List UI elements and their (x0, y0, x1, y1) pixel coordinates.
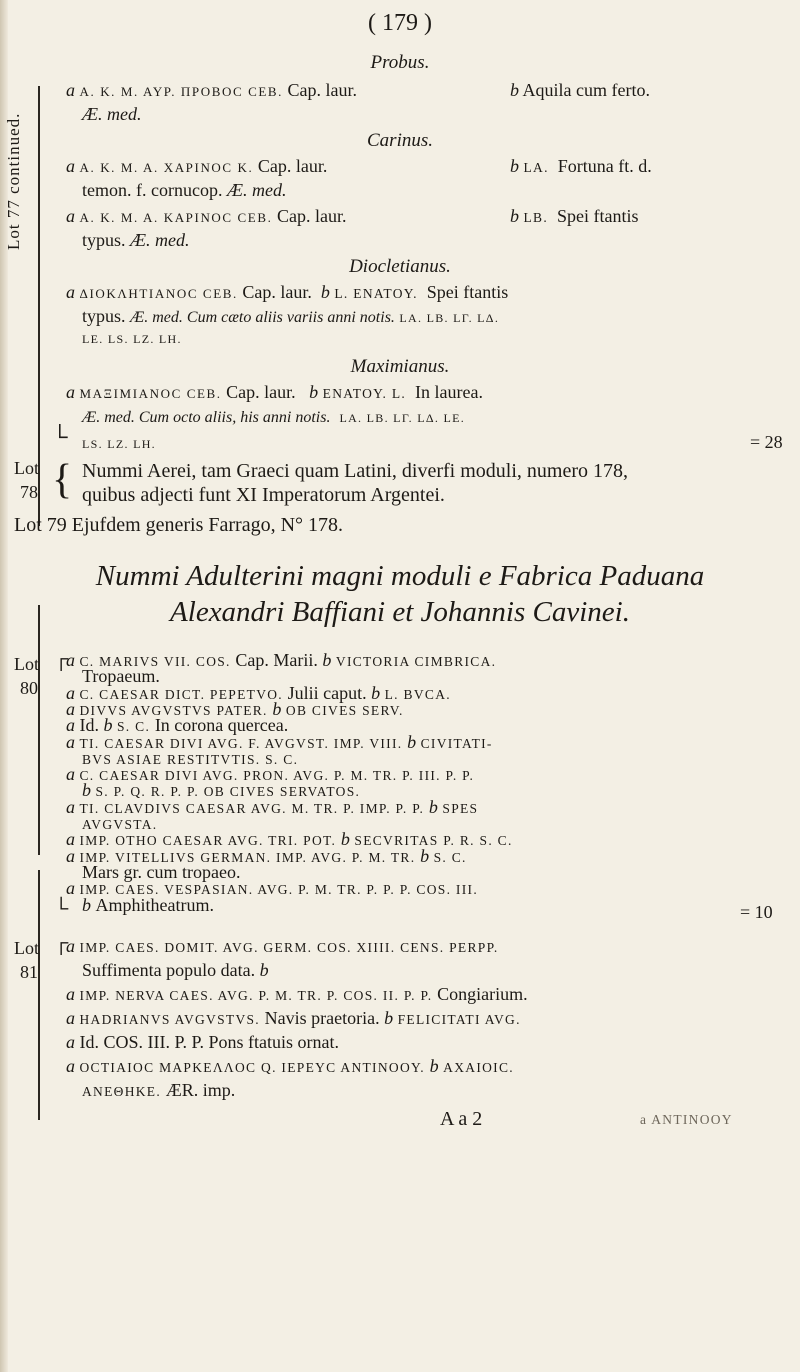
entry-carinus-2: temon. f. cornucop. Æ. med. (82, 180, 287, 200)
obverse-marker: a (66, 698, 80, 719)
reverse-description: Amphitheatrum. (95, 894, 214, 915)
legend-text: C. CAESAR DIVI AVG. PRON. AVG. P. M. TR. P. III. P. P. (79, 768, 475, 784)
lot-78-label: Lot (14, 458, 39, 478)
legend-text: TI. CAESAR DIVI AVG. F. AVGVST. IMP. VIII. (79, 735, 408, 751)
obverse-marker: a (66, 796, 80, 817)
reverse-marker: b (82, 780, 96, 801)
obverse-marker: a (66, 764, 80, 785)
reverse-legend: S. C. (117, 719, 155, 735)
obverse-marker: a (66, 1056, 80, 1076)
lot-78-line-1: Nummi Aerei, tam Graeci quam Latini, diverfi moduli, numero 178, (82, 460, 628, 482)
legend-text: IMP. CAES. DOMIT. AVG. GERM. COS. XIIII. CENS. PERPP. (79, 940, 499, 955)
legend-text: TI. CLAVDIVS CAESAR AVG. M. TR. P. IMP. P. P. (79, 800, 429, 816)
margin-rule (38, 870, 40, 1120)
legend-text: IMP. OTHO CAESAR AVG. TRI. POT. (79, 833, 341, 849)
lot-81-entry (82, 1080, 800, 1101)
reverse-legend: AXAIOIC. (443, 1060, 514, 1075)
lot-78-number: 78 (20, 482, 38, 502)
entry-probus-1: a A. K. M. AYP. ПPOBOC CEB. Cap. laur. b Aquila cum ferto. (66, 80, 650, 100)
obverse-marker: a (66, 936, 80, 956)
catchword: a ANTINOOY (640, 1112, 733, 1127)
lot-80-brace-top: ┌ (54, 648, 69, 670)
legend-text: C. CAESAR DICT. PEPETVO. (79, 686, 288, 702)
obverse-marker: a (66, 829, 80, 850)
obverse-marker: a (66, 731, 80, 752)
lot-total: = 28 (750, 432, 783, 452)
description-text: Tropaeum. (82, 666, 160, 687)
reverse-legend: SPES (442, 800, 479, 816)
description-text: Id. (79, 715, 104, 736)
entry-maximianus-1: a MAΞIMIANOC CEB. Cap. laur. b ENATOY. L. In laurea. (66, 382, 484, 402)
obverse-marker: a (66, 650, 80, 670)
lot-81-number: 81 (20, 962, 38, 982)
legend-text: BVS ASIAE RESTITVTIS. S. C. (82, 751, 299, 767)
lot-80-brace-bottom: └ (54, 898, 69, 920)
margin-rule (38, 605, 40, 855)
margin-note: Lot 77 continued. (4, 112, 23, 250)
lot-81-entry (66, 984, 786, 1005)
reverse-description: In corona quercea. (154, 715, 289, 736)
emperor-heading-carinus: Carinus. (367, 130, 433, 151)
legend-text: HADRIANVS AVGVSTVS. (79, 1012, 265, 1027)
lot-81-entry (66, 1008, 786, 1029)
obverse-marker: a (66, 878, 80, 899)
entry-diocletianus-2: typus. Æ. med. Cum cæto aliis variis anni notis. LA. LB. LΓ. LΔ. (82, 306, 500, 326)
lot-81-entry (66, 1056, 786, 1077)
entry-maximianus-2: Æ. med. Cum octo aliis, his anni notis. LA. LB. LΓ. LΔ. LE. (82, 409, 466, 426)
lot-81-brace-top: ┌ (54, 932, 69, 954)
emperor-heading-maximianus: Maximianus. (350, 356, 450, 377)
description-text: Navis praetoria. (264, 1008, 385, 1028)
lot-80-number: 80 (20, 678, 38, 698)
obverse-marker: a (66, 715, 80, 736)
reverse-marker: b (340, 829, 355, 850)
description-text: Id. COS. III. P. P. Pons ftatuis ornat. (79, 1032, 340, 1052)
reverse-marker: b (82, 894, 96, 915)
reverse-marker: b (407, 731, 421, 752)
entry-carinus-3: a A. K. M. A. KAPINOC CEB. Cap. laur. b LB. Spei ftantis (66, 206, 639, 226)
description-text: Cap. Marii. (235, 650, 323, 670)
entry-probus-2: Æ. med. (82, 104, 142, 124)
legend-text: IMP. VITELLIVS GERMAN. IMP. AVG. P. M. TR. (79, 849, 421, 865)
lot-78-line-2: quibus adjecti funt XI Imperatorum Argentei. (82, 484, 445, 506)
reverse-marker: b (371, 682, 385, 703)
entry-diocletianus-1: a ΔIOKΛHTIANOC CEB. Cap. laur. b L. ENATOY. Spei ftantis (66, 282, 509, 302)
lot-79-line: Lot 79 Ejufdem generis Farrago, N° 178. (14, 514, 344, 536)
signature-mark: A a 2 (440, 1108, 483, 1130)
reverse-legend: OB CIVES SERV. (285, 702, 404, 718)
legend-text: IMP. CAES. VESPASIAN. AVG. P. M. TR. P. P. P. COS. III. (79, 882, 478, 898)
obverse-marker: a (66, 682, 80, 703)
obverse-marker: a (66, 845, 80, 866)
bracket-foot: └ (52, 424, 68, 449)
reverse-marker: b (259, 960, 269, 980)
reverse-legend: S. P. Q. R. P. P. OB CIVES SERVATOS. (95, 784, 361, 800)
reverse-legend: L. BVCA. (384, 686, 451, 702)
reverse-marker: b (420, 845, 434, 866)
reverse-marker: b (429, 1056, 444, 1076)
reverse-marker: b (384, 1008, 398, 1028)
obverse-marker: a (66, 984, 80, 1004)
legend-text: OCTIAIOC MAPKEΛΛOC Q. IEPEYC ANTINOOY. (79, 1060, 430, 1075)
lot-81-entry (66, 1032, 786, 1053)
reverse-marker: b (322, 650, 336, 670)
reverse-marker: b (103, 715, 117, 736)
description-text: Suffimenta populo data. (82, 960, 260, 980)
lot-78-brace: { (52, 457, 73, 503)
lot-80-label: Lot (14, 654, 39, 674)
reverse-legend: CIVITATI- (420, 735, 493, 751)
section-heading-line-2: Alexandri Baffiani et Johannis Cavinei. (170, 596, 630, 628)
lot-81-label: Lot (14, 938, 39, 958)
entry-diocletianus-3: LE. LS. LZ. LH. (82, 332, 182, 346)
reverse-marker: b (272, 698, 286, 719)
description-text: Julii caput. (287, 682, 372, 703)
emperor-heading-diocletianus: Diocletianus. (349, 256, 451, 277)
emperor-heading-probus: Probus. (370, 52, 430, 73)
legend-text: AVGVSTA. (82, 817, 158, 832)
entry-maximianus-3: LS. LZ. LH. = 28 (82, 432, 783, 452)
description-text: Congiarium. (437, 984, 528, 1004)
page-number: ( 179 ) (368, 10, 432, 36)
entry-carinus-1: a A. K. M. A. XAPINOC K. Cap. laur. b LA. Fortuna ft. d. (66, 156, 652, 176)
reverse-legend: S. C. (433, 849, 467, 865)
legend-text: ANEΘHKE. (82, 1084, 166, 1099)
legend-text: C. MARIVS VII. COS. (79, 654, 236, 669)
obverse-marker: a (66, 1008, 80, 1028)
reverse-legend: FELICITATI AVG. (397, 1012, 521, 1027)
description-text: Mars gr. cum tropaeo. (82, 861, 241, 882)
reverse-legend: SECVRITAS P. R. S. C. (354, 833, 513, 849)
lot-81-entry (66, 936, 786, 957)
lot-80-total: = 10 (740, 902, 773, 922)
lot-80-entry (82, 895, 800, 916)
obverse-marker: a (66, 1032, 80, 1052)
description-text: ÆR. imp. (165, 1080, 236, 1100)
legend-text: DIVVS AVGVSTVS PATER. (79, 702, 273, 718)
reverse-legend: VICTORIA CIMBRICA. (335, 654, 497, 669)
legend-text: IMP. NERVA CAES. AVG. P. M. TR. P. COS. II. P. P. (79, 988, 438, 1003)
reverse-marker: b (428, 796, 443, 817)
lot-81-entry (82, 960, 800, 981)
section-heading-line-1: Nummi Adulterini magni moduli e Fabrica Paduana (95, 560, 705, 592)
entry-carinus-4: typus. Æ. med. (82, 230, 190, 250)
